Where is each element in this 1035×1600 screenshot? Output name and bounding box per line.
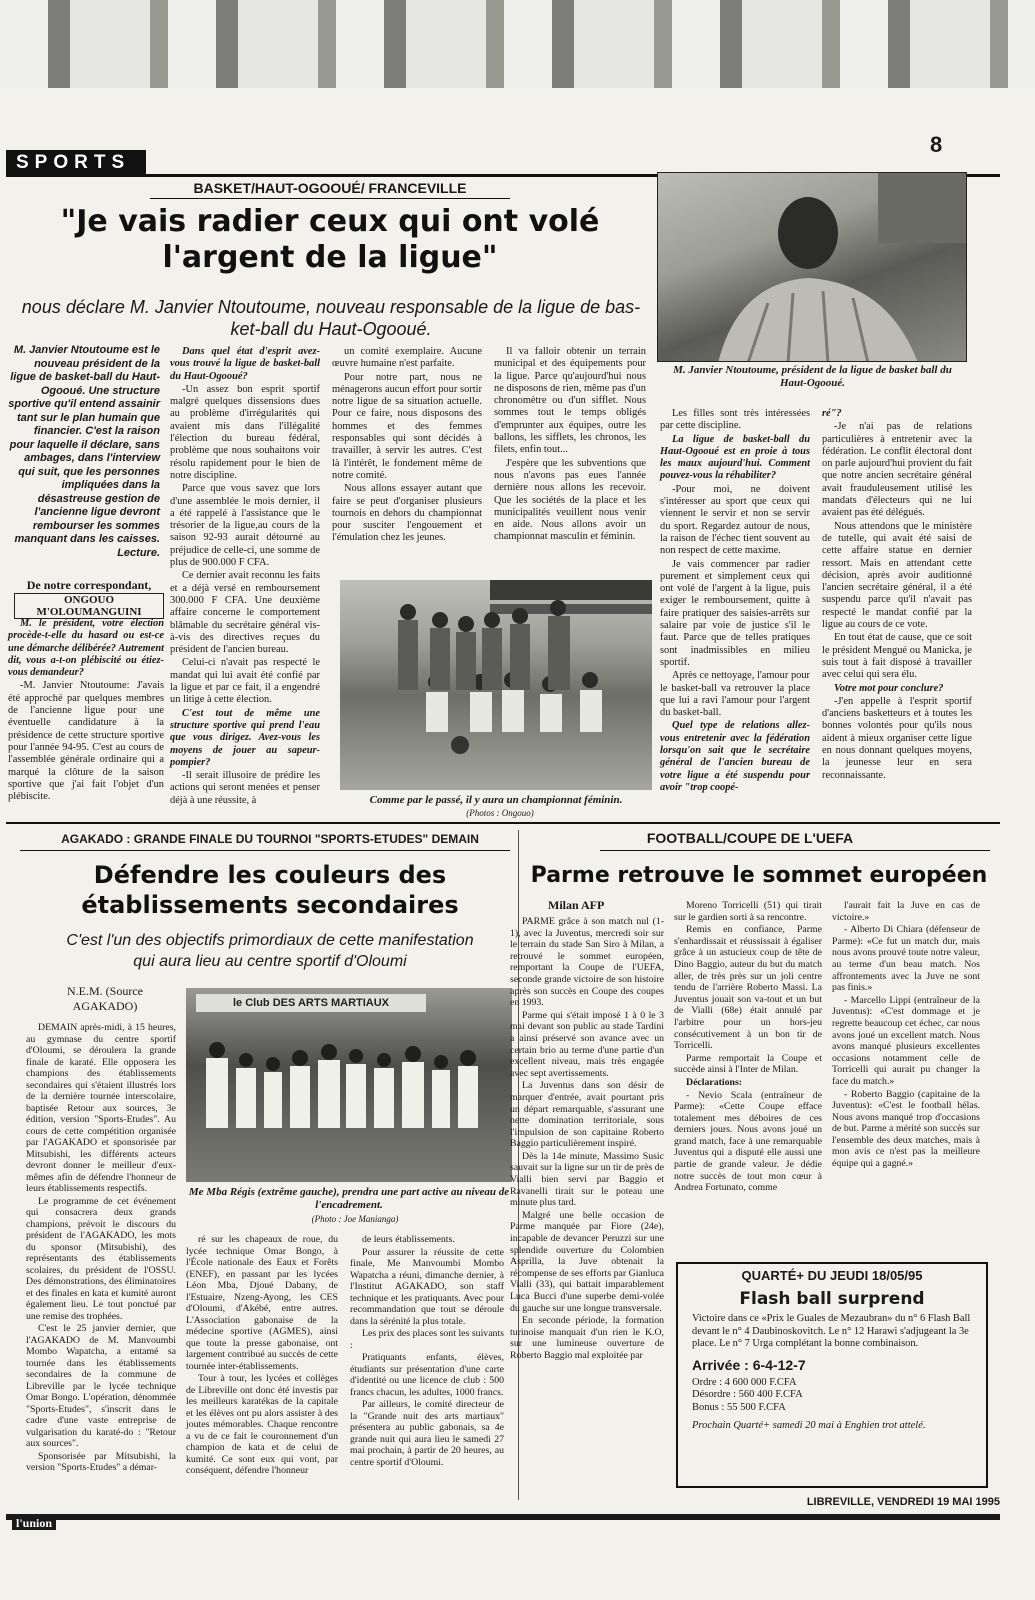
- paragraph: En seconde période, la formation turinoise manquait d'un rien le K.O, sur une lumineuse ouverture de Roberto Baggio mal exploitée par: [510, 1315, 664, 1361]
- masthead: l'union: [12, 1516, 56, 1530]
- footer-band: [6, 1514, 1000, 1520]
- paragraph: Pour assurer la réussite de cette finale, Me Manvoumbi Mombo Wapatcha a réuni, dimanche dernier, à l'Institut AGAKADO, son staff technique et les pratiquants. Avec pour recommandation que tout se déroule dans la sérénité la plus totale.: [350, 1246, 504, 1327]
- answer: un comité exemplaire. Aucune œuvre humaine n'est parfaite.: [332, 346, 482, 370]
- answer: Il va falloir obtenir un terrain municipal et des équipements pour la ligue. Parce qu'aujourd'hui nous ne disposons de rien, même pas d'un chronomètre ou d'un sifflet. Nous sommes tout le temps obligés d'emprunter aux équipes, outre les ballons, les sifflets, les chronos, les filets, enfin tout...: [494, 346, 646, 456]
- article3-headline: Parme retrouve le sommet européen: [530, 863, 988, 888]
- answer: En tout état de cause, que ce soit le président Mengué ou Manicka, je suis tout à fait disposé à travailler avec celui qui sera élu.: [822, 632, 972, 681]
- byline-line-1: De notre correspondant,: [26, 578, 152, 592]
- quarte-body: Victoire dans ce «Prix le Guales de Mezaubran» du n° 6 Flash Ball devant le n° 4 Daubinoskovitch. Le n° 12 Harawi s'adjugeant la 3e place. Le n° 7 Urga complétant la bonne combinaison.: [692, 1313, 971, 1349]
- scanner-top-fold: [0, 0, 1035, 88]
- paragraph: Malgré une belle occasion de Parme manquée par Fiore (24e), incapable de devancer Peruzzi sur une splendide ouverture du Colombien Asprilla, la Juve obtenait la récompense de ses efforts par Gianluca Vialli (33), qui battait imparablement Luca Bucci d'une superbe demi-volée du gauche sur une longue transversale.: [510, 1209, 664, 1314]
- headline-line-2: l'argent de la ligue": [162, 240, 498, 275]
- answer: Celui-ci n'avait pas respecté le mandat qui lui avait été confié par la ligue et par ce fait, il a engendré un litige à cette élection.: [170, 657, 320, 706]
- quarte-bonus: Bonus : 55 500 F.CFA: [692, 1401, 786, 1413]
- question: Votre mot pour conclure?: [834, 682, 944, 694]
- answer: -Je n'ai pas de relations particulières à entretenir avec la fédération. Le conflit électoral dont on parle aujourd'hui provient du fait que notre ancien secrétaire général avait frauduleusement utilisé les mandats d'électeurs qui ne lui avaient pas été délégués.: [822, 421, 972, 519]
- answer: -J'en appelle à l'esprit sportif d'anciens basketteurs et à toutes les bonnes volontés pour qu'ils nous aident à mieux organiser cette ligue en nous donnant quelques moyens, la jeunesse leur en sera reconnaissante.: [822, 695, 972, 781]
- headline-line-2: établissements secondaires: [81, 891, 459, 919]
- byline-line-2: ONGOUO M'OLOUMANGUINI: [14, 593, 164, 619]
- article2-headline: [20, 860, 520, 920]
- article1-kicker: BASKET/HAUT-OGOOUÉ/ FRANCEVILLE: [193, 180, 467, 196]
- team-caption: Comme par le passé, il y aura un championnat féminin.: [369, 794, 623, 806]
- article2-kicker: AGAKADO : GRANDE FINALE DU TOURNOI "SPORTS-ETUDES" DEMAIN: [61, 832, 479, 846]
- article3-byline: Milan AFP: [548, 898, 605, 912]
- paragraph: - Alberto Di Chiara (défenseur de Parme): «Ce fut un match dur, mais nous avons prouvé toute notre valeur, au terme d'un beau match. Nos affrontements avec la Juve ne sont pas finis.»: [832, 924, 980, 994]
- question: M. le président, votre élection procède-t-elle du hasard ou est-ce une démarche délibérée? Autrement dit, vous a-t-on plébiscité ou étiez-vous demandeur?: [8, 618, 164, 679]
- article1-col6: [822, 408, 972, 783]
- deck-line-2: qui aura lieu au centre sportif d'Oloumi: [133, 953, 407, 970]
- deck-line-2: ket-ball du Haut-Ogooué.: [230, 319, 432, 339]
- paragraph: PARME grâce à son match nul (1-1), avec la Juventus, mercredi soir sur le terrain du stade San Siro à Milan, a retrouvé le sommet européen, remportant la Coupe de l'UEFA, seconde grande victoire de son histoire après son succès en Coupe des coupes en 1993.: [510, 916, 664, 1009]
- team-players: [340, 580, 652, 790]
- question: Dans quel état d'esprit avez-vous trouvé la ligue de basket-ball du Haut-Ogooué?: [170, 346, 320, 382]
- headline-line-1: Défendre les couleurs des: [93, 861, 447, 889]
- kicker-underline: [20, 850, 510, 851]
- article1-intro: M. Janvier Ntoutoume est le nouveau président de la ligue de basket-ball du Haut-Ogooué. Une structure sportive qu'il entend assainir tant sur le plan humain que financier. C'est la raison pour laquelle il déclare, sans ambages, dans l'interview qui suit, que les personnes impliquées dans la désastreuse gestion de l'ancienne ligue devront rembourser les sommes manquant dans les caisses. Lecture.: [8, 344, 160, 559]
- answer: -Il serait illusoire de prédire les actions qui seront menées et penser déjà à une réussite, à: [170, 770, 320, 806]
- quarte-arrivee: Arrivée : 6-4-12-7: [692, 1356, 806, 1373]
- article2-col1: [26, 1022, 176, 1475]
- quarte-prochain: Prochain Quarté+ samedi 20 mai à Enghien trot attelé.: [692, 1420, 926, 1431]
- question: C'est tout de même une structure sportive qui prend l'eau que vous dirigez. Avez-vous les moyens de jouer au sapeur-pompier?: [170, 707, 320, 768]
- declarations-heading: Déclarations:: [686, 1076, 743, 1088]
- answer: Pour notre part, nous ne ménagerons aucun effort pour sortir notre ligue de sa situation actuelle. Pour ce faire, nous disposons des hommes et des femmes responsables qui sont décidés à travailler, à servir les autres. C'est là l'intérêt, le fondement même de notre comité.: [332, 371, 482, 481]
- portrait-caption: M. Janvier Ntoutoume, président de la ligue de basket ball du Haut-Ogooué.: [673, 364, 952, 389]
- quarte-header: QUARTÉ+ DU JEUDI 18/05/95: [741, 1268, 923, 1283]
- quarte-desordre: Désordre : 560 400 F.CFA: [692, 1389, 803, 1400]
- paragraph: Parme remportait la Coupe et succède ainsi à l'Inter de Milan.: [674, 1052, 822, 1076]
- article2-byline: N.E.M. (Source AGAKADO): [67, 984, 143, 1013]
- paragraph: Pratiquants enfants, élèves, étudiants sur présentation d'une carte d'identité ou une licence de club : 500 francs chacun, les adultes, 1000 francs.: [350, 1352, 504, 1398]
- answer: -Pour moi, ne doivent s'intéresser au sport que ceux qui viennent le servir et non se servir du sport. Regardez autour de nous, la raison de l'échec tient souvent au non respect de cette maxime.: [660, 483, 810, 557]
- paragraph: Remis en confiance, Parme s'enhardissait et réussissait à égaliser grâce à un astucieux coup de tête de Dino Baggio, auteur du but du match aller, de très près sur un joli centre tendu de l'arrière Roberto Massi. La Juventus jouait son va-tout et un but de Vialli (68e) était annulé par l'arbitre pour un hors-jeu consécutivement à un bon tir de Torricelli.: [674, 924, 822, 1052]
- paragraph: Tour à tour, les lycées et collèges de Libreville ont donc été investis par les meilleurs karatékas de la capitale et les élèves ont pu alors assister à des joutes mémorables. Chaque rencontre a vu de ce fait le couronnement d'un champion de kata et de celui de kumité. Ce sont eux qui vont, par conséquent, défendre l'honneur: [186, 1373, 338, 1476]
- dateline: LIBREVILLE, VENDREDI 19 MAI 1995: [806, 1496, 1000, 1508]
- section-band: SPORTS: [6, 150, 146, 176]
- paragraph: de leurs établissements.: [362, 1234, 455, 1245]
- paragraph: Par ailleurs, le comité directeur de la "Grande nuit des arts martiaux" présentera au public gabonais, sa 4e grande nuit qui aura lieu le samedi 27 mai prochain, à partir de 20 heures, au centre sportif d'Oloumi.: [350, 1399, 504, 1468]
- paragraph: Sponsorisée par Mitsubishi, la version "Sports-Etudes" a démar-: [26, 1450, 176, 1473]
- answer: Parce que vous savez que lors d'une assemblée le mois dernier, il a été rappelé à l'assistance que le trésorier de la ligue,au cours de la saison 92-93 aurait détourné au préjudice de celle-ci, une somme de plus de 900.000 F CFA.: [170, 483, 320, 569]
- article1-col2: [170, 346, 320, 808]
- answer: Après ce nettoyage, l'amour pour le basket-ball va retrouver la place que lui a ravi l'amour pour l'argent du basket-ball.: [660, 670, 810, 719]
- article1-col3: [332, 346, 482, 546]
- quarte-box: [676, 1262, 988, 1488]
- article3-col3: [832, 900, 980, 1171]
- question: La ligue de basket-ball du Haut-Ogooué est en proie à tous les maux aujourd'hui. Comment pouvez-vous la réhabiliter?: [660, 433, 810, 482]
- paragraph: Moreno Torricelli (51) qui tirait sur le gardien sorti à sa rencontre.: [674, 900, 822, 923]
- club-banner: le Club DES ARTS MARTIAUX: [196, 994, 426, 1012]
- paragraph: La Juventus dans son désir de marquer d'entrée, avait pourtant pris un départ remarquable, s'assurant une nette domination territoriale, sous l'impulsion de son capitaine Roberto Baggio particulièrement inspiré.: [510, 1080, 664, 1150]
- paragraph: Parme qui s'était imposé 1 à 0 le 3 mai devant son public au stade Tardini a ainsi préservé son avance avec un certain brio au terme d'une partie d'un excellent niveau, mais très engagée avec sept avertissements.: [510, 1009, 664, 1079]
- paragraph: Le programme de cet événement qui consacrera deux grands champions, prévoit le discours du président de l'AGAKADO, les mots du sponsor (Mitsubishi), des représentants des établissements scolaires, du président de l'OSSU. Des démonstrations, des éliminatoires et des finales en kata et kumité auront également lieu. Le tout ponctué par une remise des trophées.: [26, 1195, 176, 1322]
- article2-col2: [186, 1234, 338, 1478]
- deck-line-1: C'est l'un des objectifs primordiaux de cette manifestation: [66, 932, 474, 949]
- karate-group: [186, 988, 512, 1182]
- paragraph: ré sur les chapeaux de roue, du lycée technique Omar Bongo, à l'École nationale des Eaux et Forêts (ENEF), en passant par les lycées Léon Mba, Djoué Dabany, de l'Estuaire, Nzeng-Ayong, les CES d'Oloumi, d'Akébé, entre autres. L'Association gabonaise de la médecine sportive (AGMES), ainsi que toute la presse gabonaise, ont largement contribué au succès de cette tournée inter-établissements.: [186, 1234, 338, 1372]
- karate-photo: [186, 988, 512, 1182]
- team-credit: (Photos : Ongouo): [466, 808, 534, 818]
- article1-col4: [494, 346, 646, 545]
- paragraph: Dès la 14e minute, Massimo Susic sauvait sur la ligne sur un tir de près de Vialli bien servi par Baggio et Ravanelli tirait sur le poteau une minute plus tard.: [510, 1150, 664, 1209]
- karate-caption: Me Mba Régis (extrême gauche), prendra une part active au niveau de l'encadrement.: [188, 1186, 510, 1211]
- article-separator: [6, 822, 1000, 824]
- article2-deck: [20, 930, 520, 972]
- answer: Je vais commencer par radier purement et simplement ceux qui ont volé de l'argent à la ligue, puis exiger le remboursement, quitte à faire pratiquer des saisies-arrêts sur salaire par voie de justice s'il le faut. Parce que de telles pratiques sont inadmissibles en milieu sportif.: [660, 558, 810, 668]
- article3-kicker: FOOTBALL/COUPE DE L'UEFA: [646, 830, 854, 846]
- paragraph: DEMAIN après-midi, à 15 heures, au gymnase du centre sportif d'Oloumi, se déroulera la grande finale de karaté. Elle opposera les champions des établissements secondaires qui s'étaient illustrés lors de la dernière tournée interscolaire, baptisée Retour aux sources, 3e édition, version "Sports-Etudes". Au cours de cette compétition organisée par l'AGAKADO et sponsorisée par Mitsubishi, les différents acteurs devront donner le meilleur d'eux-mêmes afin de défendre l'honneur de leurs établissements respectifs.: [26, 1022, 176, 1194]
- answer: J'espère que les subventions que nous n'avons pas eues l'année dernière nous allons les recevoir. Que les sociétés de la place et les municipalités veuillent nous venir en aide. Nous allons avoir un championnat masculin et féminin.: [494, 457, 646, 543]
- answer: -Un assez bon esprit sportif malgré quelques dissensions dues au problème d'irrégularités qui avaient mis dans l'illégalité l'élection du bureau fédéral, problème que nous souhaitons voir résolu rapidement pour le bien de notre discipline.: [170, 383, 320, 481]
- article1-byline: [14, 578, 164, 619]
- answer: Nous attendons que le ministère de tutelle, qui avait été saisi de cette affaire statue en dernier ressort. Mais en attendant cette décision, après avoir auditionné l'ancien secrétaire général, il a été suspendu parce qu'il n'avait pas respecté le mandat confié par la ligue au cours de ce vote.: [822, 520, 972, 631]
- article2-col3: [350, 1234, 504, 1469]
- paragraph: C'est le 25 janvier dernier, que l'AGAKADO de M. Manvoumbi Mombo Wapatcha, a entamé sa tournée dans les établissements secondaires de la commune de Libreville par le lycée technique Omar Bongo. L'opération, dénommée "Sports-Etudes", s'inscrit dans le cadre d'une vaste entreprise de vulgarisation du karaté-do : "Retour aux sources".: [26, 1323, 176, 1449]
- deck-line-1: nous déclare M. Janvier Ntoutoume, nouveau responsable de la ligue de bas-: [21, 297, 641, 317]
- paragraph: - Roberto Baggio (capitaine de la Juventus): «C'est le football hélas. Nous avons manqué trop d'occasions de but. Parme a mérité son succès sur l'ensemble des deux matches, mais à mon avis ce n'est pas la meilleure équipe qui a gagné.»: [832, 1088, 980, 1170]
- headline-line-1: "Je vais radier ceux qui ont volé: [60, 204, 600, 239]
- kicker-underline: [600, 850, 990, 851]
- answer: Les filles sont très intéressées par cette discipline.: [660, 408, 810, 432]
- paragraph: - Nevio Scala (entraîneur de Parme): «Cette Coupe efface totalement mes déboires de ces derniers jours. Nous avons joué un grand match, face à une remarquable Juventus qui a disputé elle aussi une partie de grande valeur. Je dédie notre succès de tout mon cœur à Andrea Fortunato, comme: [674, 1089, 822, 1194]
- answer: Ce dernier avait reconnu les faits et a déjà versé en remboursement 300.000 F CFA. Une deuxième affaire concerne le comportement blâmable du secrétaire général vis-à-vis des directives reçues du président de l'ancien bureau.: [170, 570, 320, 656]
- answer: -M. Janvier Ntoutoume: J'avais été approché par quelques membres de l'ancienne ligue pour une éventuelle candidature à la présidence de cette structure sportive pour l'année 94-95. C'est au cours de l'assemblée générale ordinaire qui a marqué la clôture de la saison sportive que j'ai fait l'objet d'un plébiscite.: [8, 680, 164, 803]
- question-end: ré"?: [822, 408, 842, 419]
- paragraph: - Marcello Lippi (entraîneur de la Juventus): «C'est dommage et je regrette beaucoup cet échec, car nous avons joué un excellent match. Nous avons manqué plusieurs excellentes occasions notamment celle de Torricelli qui aurait pu changer la face du match.»: [832, 994, 980, 1087]
- question: Quel type de relations allez-vous entretenir avec la fédération lorsqu'on sait que le secrétaire général de l'ancien bureau de votre ligue a été suspendu pour avoir "trop coopé-: [660, 720, 810, 793]
- quarte-title: Flash ball surprend: [739, 1289, 925, 1309]
- article3-col2: [674, 900, 822, 1195]
- article1-col5: [660, 408, 810, 795]
- article1-headline: [20, 204, 640, 276]
- page-number: 8: [930, 132, 943, 157]
- quarte-ordre: Ordre : 4 600 000 F.CFA: [692, 1376, 797, 1388]
- paragraph: l'aurait fait la Juve en cas de victoire.»: [832, 900, 980, 923]
- article1-deck: [6, 296, 656, 340]
- karate-credit: (Photo : Joe Manianga): [311, 1214, 399, 1224]
- article1-col1: [8, 618, 164, 804]
- answer: Nous allons essayer autant que faire se peut d'organiser plusieurs tournois en dehors du championnat pour susciter l'engouement et l'émulation chez les jeunes.: [332, 483, 482, 544]
- team-photo: [340, 580, 652, 790]
- portrait-photo: [657, 172, 967, 362]
- kicker-underline: [150, 198, 510, 199]
- article3-col1: [510, 916, 664, 1363]
- portrait-figure: [658, 173, 967, 362]
- paragraph: Les prix des places sont les suivants :: [350, 1328, 504, 1351]
